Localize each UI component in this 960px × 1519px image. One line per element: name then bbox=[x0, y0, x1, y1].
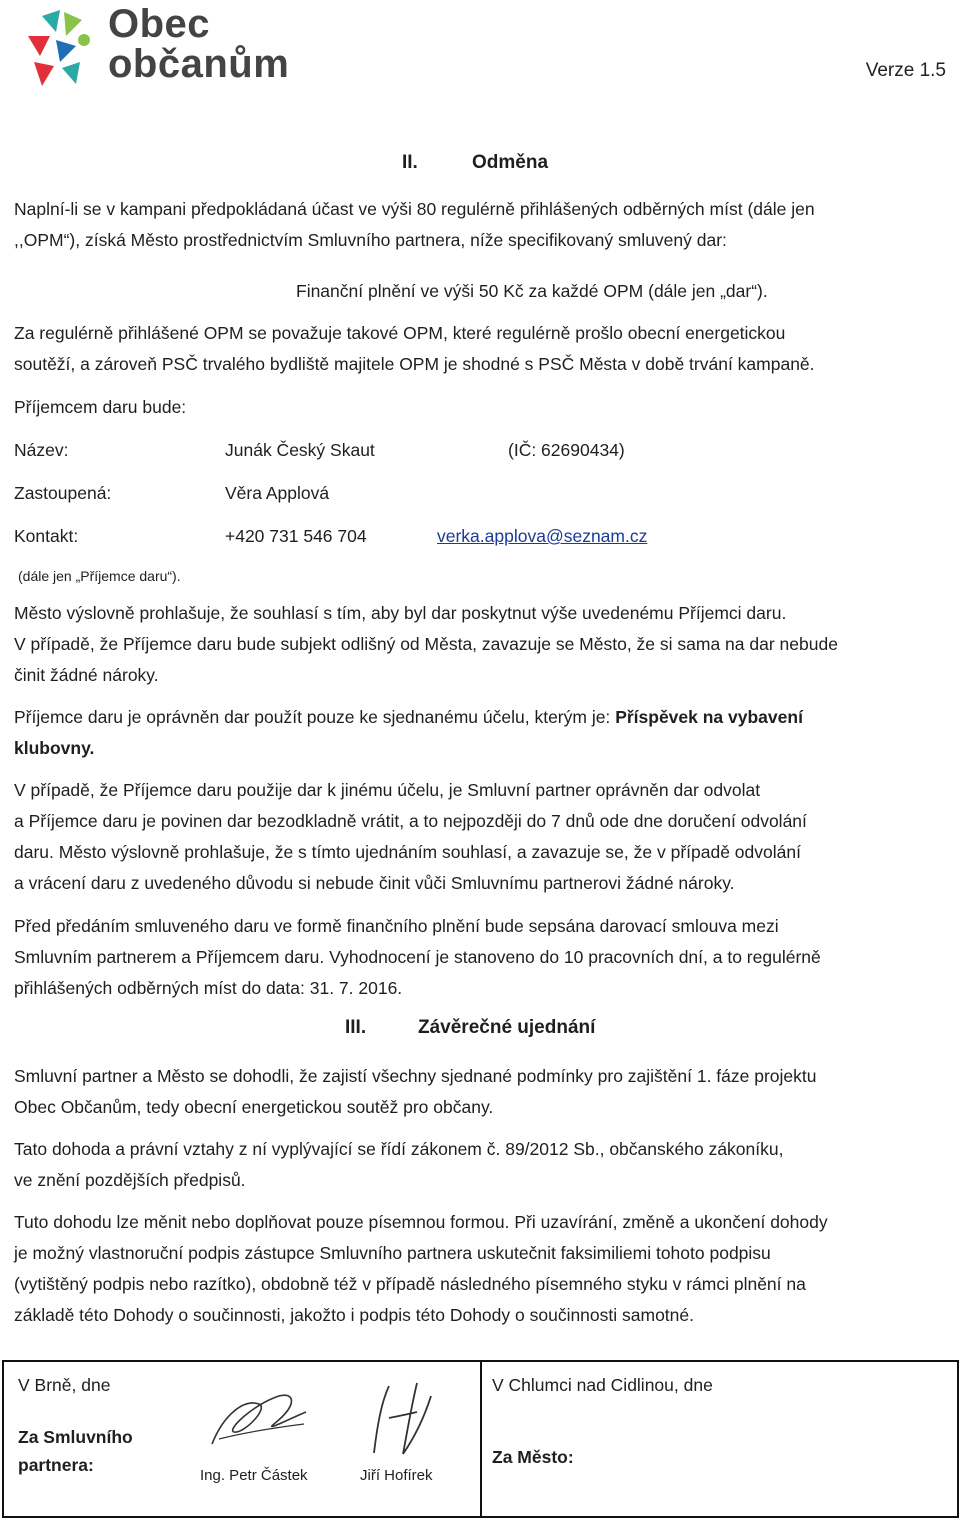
contact-phone: +420 731 546 704 bbox=[225, 526, 367, 546]
para2-line2: soutěží, a zároveň PSČ trvalého bydliště majitele OPM je shodné s PSČ Města v době trvání kampaně. bbox=[14, 354, 815, 374]
para3-line3: činit žádné nároky. bbox=[14, 665, 159, 685]
representative-label: Zastoupená: bbox=[14, 483, 112, 503]
recipient-intro: Příjemcem daru bude: bbox=[14, 397, 187, 417]
para5-line4: a vrácení daru z uvedeného důvodu si nebude činit vůči Smluvnímu partnerovi žádné nároky. bbox=[14, 873, 735, 893]
s3-para1-line2: Obec Občanům, tedy obecní energetickou soutěž pro občany. bbox=[14, 1097, 494, 1117]
para1-line1: Naplní-li se v kampani předpokládaná účast ve výši 80 regulérně přihlášených odběrných míst (dále jen bbox=[14, 199, 815, 219]
signature-box-right bbox=[480, 1360, 959, 1518]
left-party-line1: Za Smluvního bbox=[18, 1427, 133, 1447]
section-2-title: Odměna bbox=[472, 152, 549, 173]
logo-mark-icon bbox=[20, 6, 104, 90]
logo-line-2: občanům bbox=[108, 42, 290, 86]
right-place-date: V Chlumci nad Cidlinou, dne bbox=[492, 1375, 713, 1395]
right-party: Za Město: bbox=[492, 1447, 574, 1467]
para4-line2: klubovny. bbox=[14, 738, 95, 758]
signer-1-name: Ing. Petr Částek bbox=[200, 1467, 308, 1484]
para6-line2: Smluvním partnerem a Příjemcem daru. Vyhodnocení je stanoveno do 10 pracovních dní, a to regulérně bbox=[14, 947, 821, 967]
s3-para1-line1: Smluvní partner a Město se dohodli, že zajistí všechny sjednané podmínky pro zajištění 1. fáze projektu bbox=[14, 1066, 817, 1086]
recipient-note: (dále jen „Příjemce daru“). bbox=[18, 568, 181, 584]
s3-para2-line1: Tato dohoda a právní vztahy z ní vyplývající se řídí zákonem č. 89/2012 Sb., občanského zákoníku, bbox=[14, 1139, 784, 1159]
section-3-title: Závěrečné ujednání bbox=[418, 1017, 596, 1038]
contact-email-link[interactable]: verka.applova@seznam.cz bbox=[437, 526, 648, 546]
logo bbox=[20, 4, 310, 94]
name-label: Název: bbox=[14, 440, 69, 460]
signature-box-left bbox=[2, 1360, 482, 1518]
representative-value: Věra Applová bbox=[225, 483, 330, 503]
signature-1-graphic bbox=[204, 1384, 314, 1454]
para5-line3: daru. Město výslovně prohlašuje, že s tímto ujednáním souhlasí, a zavazuje se, že v případě odvolání bbox=[14, 842, 801, 862]
signature-2-graphic bbox=[359, 1378, 439, 1458]
logo-line-1: Obec bbox=[108, 2, 211, 46]
para1-line2: ,,OPM“), získá Město prostřednictvím Smluvního partnera, níže specifikovaný smluvený dar: bbox=[14, 230, 727, 250]
version-label: Verze 1.5 bbox=[865, 60, 946, 81]
s3-para3-line3: (vytištěný podpis nebo razítko), obdobně též v případě následného písemného styku v rámci plnění na bbox=[14, 1274, 806, 1294]
para6-line1: Před předáním smluveného daru ve formě finančního plnění bude sepsána darovací smlouva mezi bbox=[14, 916, 779, 936]
ic-number: (IČ: 62690434) bbox=[508, 440, 625, 460]
para2-line1: Za regulérně přihlášené OPM se považuje takové OPM, které regulérně prošlo obecní energetickou bbox=[14, 323, 786, 343]
para6-line3: přihlášených odběrných míst do data: 31. 7. 2016. bbox=[14, 978, 403, 998]
contact-label: Kontakt: bbox=[14, 526, 79, 546]
para3-line2: V případě, že Příjemce daru bude subjekt odlišný od Města, zavazuje se Město, že si sama na dar nebude bbox=[14, 634, 838, 654]
gift-description: Finanční plnění ve výši 50 Kč za každé OPM (dále jen „dar“). bbox=[296, 281, 768, 301]
para4-line1 bbox=[14, 702, 803, 733]
s3-para3-line4: základě této Dohody o součinnosti, jakožto i podpis této Dohody o součinnosti samotné. bbox=[14, 1305, 694, 1325]
para4-text: Příjemce daru je oprávněn dar použít pouze ke sjednanému účelu, kterým je: bbox=[14, 707, 611, 727]
para3-line1: Město výslovně prohlašuje, že souhlasí s tím, aby byl dar poskytnut výše uvedenému Příjemci daru. bbox=[14, 603, 787, 623]
para4-purpose: Příspěvek na vybavení bbox=[615, 707, 803, 727]
s3-para3-line2: je možný vlastnoruční podpis zástupce Smluvního partnera uskutečnit faksimiliemi tohoto podpisu bbox=[14, 1243, 771, 1263]
left-party-line2: partnera: bbox=[18, 1455, 94, 1475]
s3-para3-line1: Tuto dohodu lze měnit nebo doplňovat pouze písemnou formou. Při uzavírání, změně a ukončení dohody bbox=[14, 1212, 828, 1232]
para5-line2: a Příjemce daru je povinen dar bezodkladně vrátit, a to nejpozději do 7 dnů ode dne doručení odvolání bbox=[14, 811, 807, 831]
para5-line1: V případě, že Příjemce daru použije dar k jinému účelu, je Smluvní partner oprávněn dar odvolat bbox=[14, 780, 761, 800]
section-3-number: III. bbox=[345, 1017, 367, 1038]
left-place-date: V Brně, dne bbox=[18, 1375, 111, 1395]
name-value: Junák Český Skaut bbox=[225, 440, 375, 460]
signer-2-name: Jiří Hofírek bbox=[360, 1467, 433, 1484]
s3-para2-line2: ve znění pozdějších předpisů. bbox=[14, 1170, 246, 1190]
section-2-number: II. bbox=[402, 152, 418, 173]
